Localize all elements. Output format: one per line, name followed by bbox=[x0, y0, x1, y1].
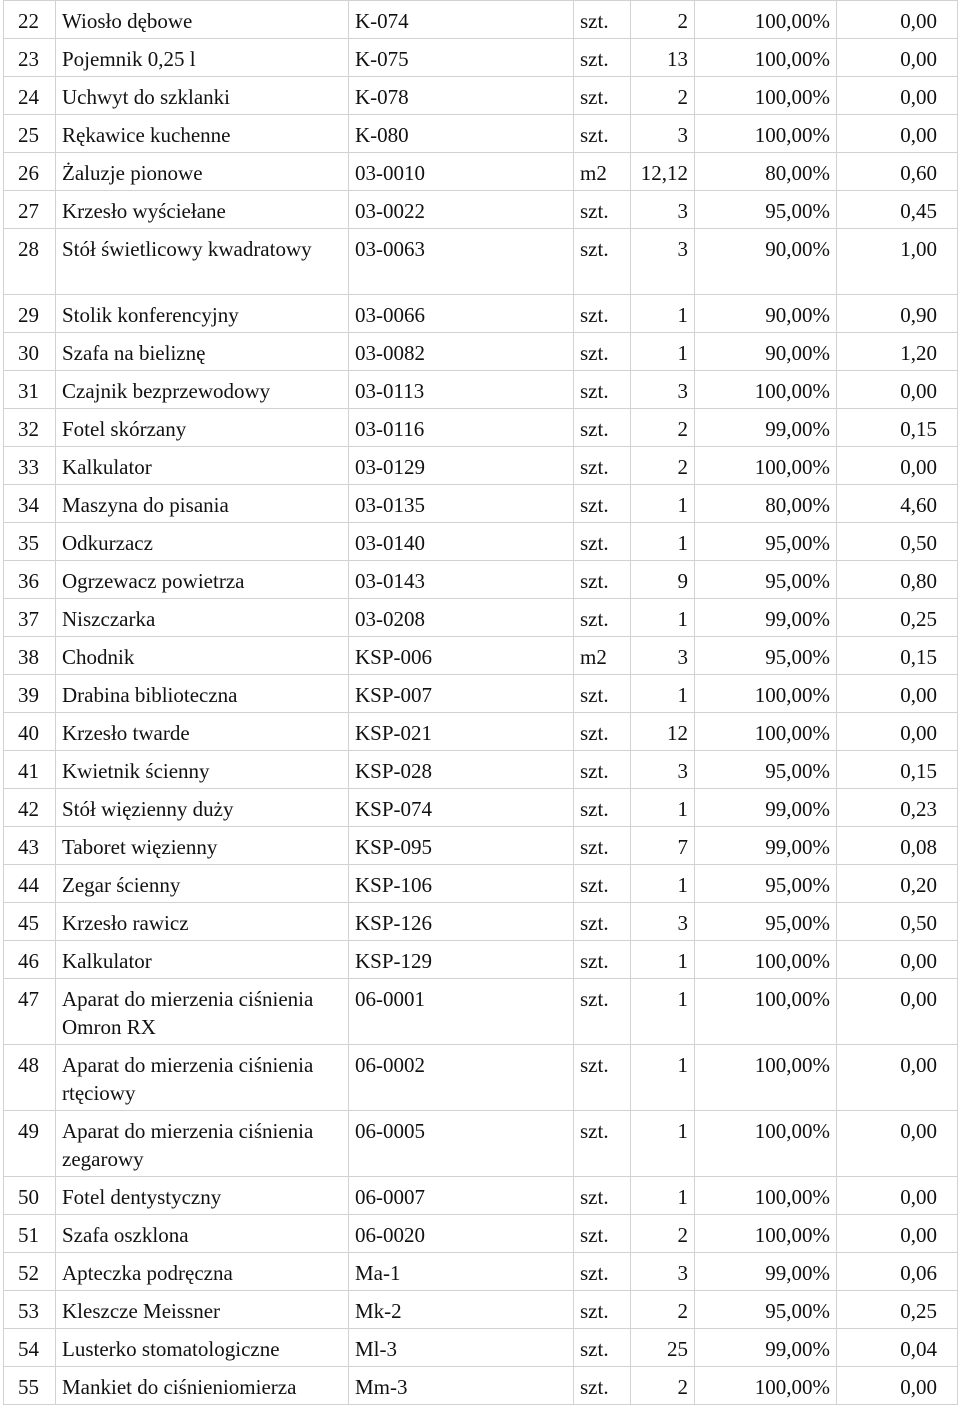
item-percent: 99,00% bbox=[695, 827, 837, 865]
item-name: Ogrzewacz powietrza bbox=[56, 561, 349, 599]
item-percent: 100,00% bbox=[695, 1045, 837, 1111]
item-name: Szafa oszklona bbox=[56, 1215, 349, 1253]
item-code: 03-0116 bbox=[349, 409, 574, 447]
item-unit: szt. bbox=[574, 865, 631, 903]
item-unit: szt. bbox=[574, 485, 631, 523]
row-number: 29 bbox=[4, 295, 56, 333]
item-value: 0,00 bbox=[837, 77, 958, 115]
item-unit: szt. bbox=[574, 941, 631, 979]
item-value: 0,15 bbox=[837, 751, 958, 789]
table-row bbox=[4, 713, 958, 751]
item-value: 0,50 bbox=[837, 903, 958, 941]
item-code: 03-0010 bbox=[349, 153, 574, 191]
item-name: Stół świetlicowy kwadratowy bbox=[56, 229, 349, 295]
table-row bbox=[4, 1177, 958, 1215]
item-code: KSP-074 bbox=[349, 789, 574, 827]
item-code: 03-0063 bbox=[349, 229, 574, 295]
item-name: Chodnik bbox=[56, 637, 349, 675]
item-percent: 95,00% bbox=[695, 751, 837, 789]
item-value: 0,00 bbox=[837, 675, 958, 713]
item-name: Krzesło wyściełane bbox=[56, 191, 349, 229]
item-name: Stolik konferencyjny bbox=[56, 295, 349, 333]
row-number: 41 bbox=[4, 751, 56, 789]
item-unit: szt. bbox=[574, 789, 631, 827]
item-value: 0,04 bbox=[837, 1329, 958, 1367]
row-number: 33 bbox=[4, 447, 56, 485]
item-value: 1,00 bbox=[837, 229, 958, 295]
row-number: 35 bbox=[4, 523, 56, 561]
table-row bbox=[4, 1367, 958, 1405]
item-unit: szt. bbox=[574, 1329, 631, 1367]
item-unit: m2 bbox=[574, 153, 631, 191]
item-value: 4,60 bbox=[837, 485, 958, 523]
table-row bbox=[4, 1329, 958, 1367]
item-unit: szt. bbox=[574, 39, 631, 77]
item-value: 0,00 bbox=[837, 1, 958, 39]
item-unit: szt. bbox=[574, 191, 631, 229]
item-percent: 100,00% bbox=[695, 675, 837, 713]
table-row bbox=[4, 903, 958, 941]
item-name: Szafa na bieliznę bbox=[56, 333, 349, 371]
row-number: 38 bbox=[4, 637, 56, 675]
item-quantity: 2 bbox=[631, 77, 695, 115]
item-quantity: 1 bbox=[631, 979, 695, 1045]
table-row bbox=[4, 333, 958, 371]
row-number: 39 bbox=[4, 675, 56, 713]
item-quantity: 7 bbox=[631, 827, 695, 865]
row-number: 32 bbox=[4, 409, 56, 447]
item-percent: 99,00% bbox=[695, 599, 837, 637]
row-number: 49 bbox=[4, 1111, 56, 1177]
item-name: Niszczarka bbox=[56, 599, 349, 637]
item-unit: szt. bbox=[574, 979, 631, 1045]
item-percent: 80,00% bbox=[695, 485, 837, 523]
table-row bbox=[4, 39, 958, 77]
table-row bbox=[4, 789, 958, 827]
item-code: 03-0113 bbox=[349, 371, 574, 409]
item-quantity: 3 bbox=[631, 229, 695, 295]
row-number: 22 bbox=[4, 1, 56, 39]
item-code: KSP-106 bbox=[349, 865, 574, 903]
table-row bbox=[4, 523, 958, 561]
item-percent: 100,00% bbox=[695, 39, 837, 77]
item-name: Aparat do mierzenia ciśnienia zegarowy bbox=[56, 1111, 349, 1177]
item-name: Aparat do mierzenia ciśnienia rtęciowy bbox=[56, 1045, 349, 1111]
table-row bbox=[4, 1215, 958, 1253]
item-unit: szt. bbox=[574, 599, 631, 637]
item-unit: szt. bbox=[574, 409, 631, 447]
row-number: 47 bbox=[4, 979, 56, 1045]
item-name: Drabina biblioteczna bbox=[56, 675, 349, 713]
table-row bbox=[4, 295, 958, 333]
row-number: 45 bbox=[4, 903, 56, 941]
item-quantity: 3 bbox=[631, 903, 695, 941]
item-percent: 99,00% bbox=[695, 409, 837, 447]
item-unit: szt. bbox=[574, 827, 631, 865]
item-quantity: 1 bbox=[631, 485, 695, 523]
item-unit: szt. bbox=[574, 229, 631, 295]
item-unit: m2 bbox=[574, 637, 631, 675]
item-name: Stół więzienny duży bbox=[56, 789, 349, 827]
item-name: Czajnik bezprzewodowy bbox=[56, 371, 349, 409]
table-row bbox=[4, 229, 958, 295]
item-code: Mk-2 bbox=[349, 1291, 574, 1329]
item-percent: 100,00% bbox=[695, 77, 837, 115]
item-name: Kwietnik ścienny bbox=[56, 751, 349, 789]
inventory-rows bbox=[4, 1, 958, 1405]
item-code: KSP-028 bbox=[349, 751, 574, 789]
table-row bbox=[4, 191, 958, 229]
item-unit: szt. bbox=[574, 1, 631, 39]
item-percent: 99,00% bbox=[695, 1329, 837, 1367]
item-value: 0,00 bbox=[837, 447, 958, 485]
item-code: 03-0129 bbox=[349, 447, 574, 485]
item-unit: szt. bbox=[574, 751, 631, 789]
item-name: Kleszcze Meissner bbox=[56, 1291, 349, 1329]
table-row bbox=[4, 751, 958, 789]
item-code: 06-0005 bbox=[349, 1111, 574, 1177]
inventory-table bbox=[3, 0, 958, 1405]
table-row bbox=[4, 561, 958, 599]
item-code: K-080 bbox=[349, 115, 574, 153]
item-percent: 100,00% bbox=[695, 1, 837, 39]
row-number: 34 bbox=[4, 485, 56, 523]
row-number: 52 bbox=[4, 1253, 56, 1291]
item-code: 03-0135 bbox=[349, 485, 574, 523]
item-value: 0,08 bbox=[837, 827, 958, 865]
item-value: 0,15 bbox=[837, 409, 958, 447]
item-code: 06-0020 bbox=[349, 1215, 574, 1253]
item-quantity: 12 bbox=[631, 713, 695, 751]
item-quantity: 3 bbox=[631, 751, 695, 789]
item-name: Mankiet do ciśnieniomierza bbox=[56, 1367, 349, 1405]
item-quantity: 1 bbox=[631, 523, 695, 561]
item-code: KSP-007 bbox=[349, 675, 574, 713]
item-code: KSP-006 bbox=[349, 637, 574, 675]
item-value: 0,00 bbox=[837, 1367, 958, 1405]
table-row bbox=[4, 485, 958, 523]
item-percent: 95,00% bbox=[695, 191, 837, 229]
item-quantity: 3 bbox=[631, 1253, 695, 1291]
item-percent: 100,00% bbox=[695, 1215, 837, 1253]
row-number: 28 bbox=[4, 229, 56, 295]
row-number: 43 bbox=[4, 827, 56, 865]
item-percent: 100,00% bbox=[695, 447, 837, 485]
item-unit: szt. bbox=[574, 1291, 631, 1329]
table-row bbox=[4, 1111, 958, 1177]
item-percent: 100,00% bbox=[695, 1177, 837, 1215]
item-quantity: 2 bbox=[631, 1291, 695, 1329]
item-code: KSP-129 bbox=[349, 941, 574, 979]
item-unit: szt. bbox=[574, 115, 631, 153]
item-value: 0,25 bbox=[837, 1291, 958, 1329]
item-name: Lusterko stomatologiczne bbox=[56, 1329, 349, 1367]
item-quantity: 1 bbox=[631, 865, 695, 903]
item-code: 03-0022 bbox=[349, 191, 574, 229]
table-row bbox=[4, 77, 958, 115]
item-code: 03-0066 bbox=[349, 295, 574, 333]
item-unit: szt. bbox=[574, 1367, 631, 1405]
table-row bbox=[4, 979, 958, 1045]
item-quantity: 12,12 bbox=[631, 153, 695, 191]
item-unit: szt. bbox=[574, 77, 631, 115]
table-row bbox=[4, 827, 958, 865]
item-percent: 95,00% bbox=[695, 903, 837, 941]
item-value: 0,00 bbox=[837, 1111, 958, 1177]
item-value: 0,00 bbox=[837, 115, 958, 153]
item-name: Zegar ścienny bbox=[56, 865, 349, 903]
row-number: 50 bbox=[4, 1177, 56, 1215]
item-percent: 100,00% bbox=[695, 1367, 837, 1405]
item-unit: szt. bbox=[574, 1111, 631, 1177]
item-quantity: 1 bbox=[631, 941, 695, 979]
row-number: 26 bbox=[4, 153, 56, 191]
item-quantity: 1 bbox=[631, 1111, 695, 1177]
item-code: 06-0002 bbox=[349, 1045, 574, 1111]
item-percent: 90,00% bbox=[695, 229, 837, 295]
item-quantity: 1 bbox=[631, 675, 695, 713]
item-unit: szt. bbox=[574, 447, 631, 485]
item-value: 0,50 bbox=[837, 523, 958, 561]
item-code: 03-0140 bbox=[349, 523, 574, 561]
table-row bbox=[4, 675, 958, 713]
item-value: 0,90 bbox=[837, 295, 958, 333]
item-code: K-075 bbox=[349, 39, 574, 77]
item-quantity: 1 bbox=[631, 295, 695, 333]
item-quantity: 1 bbox=[631, 333, 695, 371]
item-name: Żaluzje pionowe bbox=[56, 153, 349, 191]
item-code: 06-0001 bbox=[349, 979, 574, 1045]
item-percent: 100,00% bbox=[695, 1111, 837, 1177]
row-number: 36 bbox=[4, 561, 56, 599]
item-quantity: 1 bbox=[631, 1177, 695, 1215]
item-value: 1,20 bbox=[837, 333, 958, 371]
item-quantity: 2 bbox=[631, 447, 695, 485]
item-value: 0,00 bbox=[837, 979, 958, 1045]
item-name: Kalkulator bbox=[56, 941, 349, 979]
row-number: 31 bbox=[4, 371, 56, 409]
item-code: KSP-095 bbox=[349, 827, 574, 865]
table-row bbox=[4, 447, 958, 485]
item-quantity: 3 bbox=[631, 115, 695, 153]
item-name: Aparat do mierzenia ciśnienia Omron RX bbox=[56, 979, 349, 1045]
item-percent: 100,00% bbox=[695, 941, 837, 979]
item-percent: 95,00% bbox=[695, 865, 837, 903]
item-code: Mm-3 bbox=[349, 1367, 574, 1405]
item-name: Fotel dentystyczny bbox=[56, 1177, 349, 1215]
table-row bbox=[4, 115, 958, 153]
item-unit: szt. bbox=[574, 713, 631, 751]
item-value: 0,00 bbox=[837, 1045, 958, 1111]
item-quantity: 3 bbox=[631, 637, 695, 675]
item-code: K-078 bbox=[349, 77, 574, 115]
item-name: Krzesło rawicz bbox=[56, 903, 349, 941]
table-row bbox=[4, 941, 958, 979]
row-number: 51 bbox=[4, 1215, 56, 1253]
item-quantity: 9 bbox=[631, 561, 695, 599]
item-percent: 100,00% bbox=[695, 979, 837, 1045]
item-unit: szt. bbox=[574, 371, 631, 409]
item-name: Fotel skórzany bbox=[56, 409, 349, 447]
item-value: 0,00 bbox=[837, 39, 958, 77]
item-name: Odkurzacz bbox=[56, 523, 349, 561]
item-unit: szt. bbox=[574, 903, 631, 941]
item-code: 03-0208 bbox=[349, 599, 574, 637]
item-quantity: 1 bbox=[631, 789, 695, 827]
item-percent: 100,00% bbox=[695, 713, 837, 751]
item-value: 0,45 bbox=[837, 191, 958, 229]
item-quantity: 1 bbox=[631, 599, 695, 637]
item-percent: 100,00% bbox=[695, 371, 837, 409]
item-quantity: 2 bbox=[631, 409, 695, 447]
item-name: Maszyna do pisania bbox=[56, 485, 349, 523]
item-quantity: 2 bbox=[631, 1215, 695, 1253]
item-unit: szt. bbox=[574, 675, 631, 713]
item-value: 0,00 bbox=[837, 371, 958, 409]
item-name: Apteczka podręczna bbox=[56, 1253, 349, 1291]
row-number: 54 bbox=[4, 1329, 56, 1367]
item-percent: 95,00% bbox=[695, 561, 837, 599]
item-name: Uchwyt do szklanki bbox=[56, 77, 349, 115]
table-row bbox=[4, 409, 958, 447]
item-value: 0,23 bbox=[837, 789, 958, 827]
item-unit: szt. bbox=[574, 1215, 631, 1253]
item-quantity: 1 bbox=[631, 1045, 695, 1111]
item-value: 0,80 bbox=[837, 561, 958, 599]
item-value: 0,00 bbox=[837, 941, 958, 979]
table-row bbox=[4, 599, 958, 637]
table-row bbox=[4, 371, 958, 409]
item-code: KSP-021 bbox=[349, 713, 574, 751]
row-number: 46 bbox=[4, 941, 56, 979]
row-number: 23 bbox=[4, 39, 56, 77]
item-value: 0,15 bbox=[837, 637, 958, 675]
row-number: 53 bbox=[4, 1291, 56, 1329]
item-unit: szt. bbox=[574, 295, 631, 333]
row-number: 27 bbox=[4, 191, 56, 229]
item-unit: szt. bbox=[574, 1177, 631, 1215]
item-value: 0,00 bbox=[837, 1215, 958, 1253]
item-unit: szt. bbox=[574, 1045, 631, 1111]
item-value: 0,00 bbox=[837, 713, 958, 751]
item-percent: 95,00% bbox=[695, 1291, 837, 1329]
row-number: 40 bbox=[4, 713, 56, 751]
item-quantity: 25 bbox=[631, 1329, 695, 1367]
row-number: 42 bbox=[4, 789, 56, 827]
table-row bbox=[4, 865, 958, 903]
item-code: 06-0007 bbox=[349, 1177, 574, 1215]
item-name: Rękawice kuchenne bbox=[56, 115, 349, 153]
row-number: 48 bbox=[4, 1045, 56, 1111]
item-percent: 99,00% bbox=[695, 1253, 837, 1291]
item-unit: szt. bbox=[574, 561, 631, 599]
item-name: Krzesło twarde bbox=[56, 713, 349, 751]
table-row bbox=[4, 1045, 958, 1111]
item-quantity: 13 bbox=[631, 39, 695, 77]
item-percent: 90,00% bbox=[695, 333, 837, 371]
row-number: 37 bbox=[4, 599, 56, 637]
item-value: 0,25 bbox=[837, 599, 958, 637]
item-unit: szt. bbox=[574, 333, 631, 371]
item-percent: 95,00% bbox=[695, 523, 837, 561]
item-percent: 80,00% bbox=[695, 153, 837, 191]
row-number: 44 bbox=[4, 865, 56, 903]
item-code: Ml-3 bbox=[349, 1329, 574, 1367]
row-number: 24 bbox=[4, 77, 56, 115]
item-percent: 99,00% bbox=[695, 789, 837, 827]
table-row bbox=[4, 1253, 958, 1291]
item-name: Wiosło dębowe bbox=[56, 1, 349, 39]
item-value: 0,00 bbox=[837, 1177, 958, 1215]
item-quantity: 2 bbox=[631, 1367, 695, 1405]
item-name: Taboret więzienny bbox=[56, 827, 349, 865]
item-code: KSP-126 bbox=[349, 903, 574, 941]
item-code: K-074 bbox=[349, 1, 574, 39]
table-row bbox=[4, 153, 958, 191]
item-value: 0,60 bbox=[837, 153, 958, 191]
item-quantity: 3 bbox=[631, 191, 695, 229]
item-percent: 95,00% bbox=[695, 637, 837, 675]
item-quantity: 2 bbox=[631, 1, 695, 39]
item-code: 03-0082 bbox=[349, 333, 574, 371]
row-number: 30 bbox=[4, 333, 56, 371]
item-unit: szt. bbox=[574, 523, 631, 561]
item-code: Ma-1 bbox=[349, 1253, 574, 1291]
row-number: 25 bbox=[4, 115, 56, 153]
row-number: 55 bbox=[4, 1367, 56, 1405]
item-value: 0,20 bbox=[837, 865, 958, 903]
item-quantity: 3 bbox=[631, 371, 695, 409]
table-row bbox=[4, 1, 958, 39]
table-row bbox=[4, 637, 958, 675]
item-percent: 100,00% bbox=[695, 115, 837, 153]
item-value: 0,06 bbox=[837, 1253, 958, 1291]
table-row bbox=[4, 1291, 958, 1329]
item-name: Pojemnik 0,25 l bbox=[56, 39, 349, 77]
item-percent: 90,00% bbox=[695, 295, 837, 333]
item-unit: szt. bbox=[574, 1253, 631, 1291]
item-code: 03-0143 bbox=[349, 561, 574, 599]
item-name: Kalkulator bbox=[56, 447, 349, 485]
